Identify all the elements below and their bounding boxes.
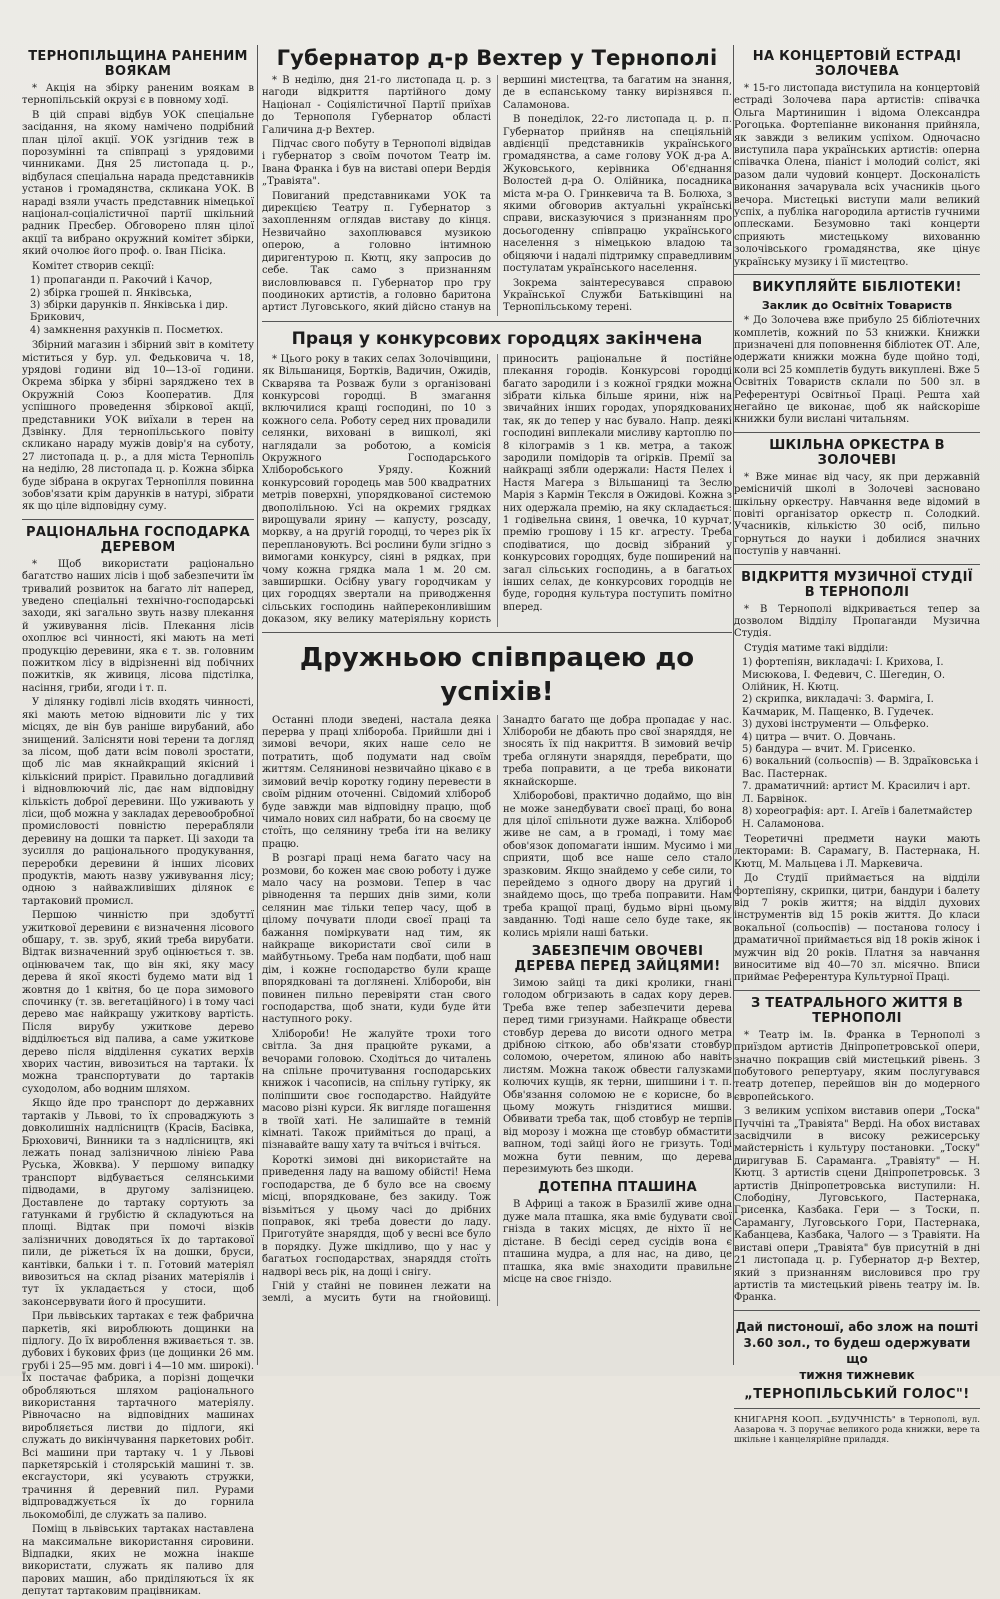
article-title: ВІДКРИТТЯ МУЗИЧНОЇ СТУДІЇ В ТЕРНОПОЛІ xyxy=(741,569,973,600)
article-title: РАЦІОНАЛЬНА ГОСПОДАРКА ДЕРЕВОМ xyxy=(26,524,250,555)
article-title: ТЕРНОПІЛЬЩИНА РАНЕНИМ ВОЯКАМ xyxy=(28,49,248,79)
column-rule-left xyxy=(257,45,258,1365)
article-paragraph: Першою чинністю при здобуттї ужиткової деревини є визначення лісового обшару, т. зв. зруб, який треба вирубати. Відтак визначенний зруб оцінюється т. зв. оцінювачем так, що він які, яку масу дерева й якої якості будемо мати від 1 жовтня до 1 квітня, бо це пора зимового спочинку (т. зв. вегетаційного) і в тому часі дерево має найкращу ужиткову вартість. Після вирубу ужиткове дерево відділюється від палива, а саме ужиткове дерево після відділення сукатих верхів хворих частин, вивозиться на тартаки. Їх можна транспортувати до тартаків суходолом, або водним шляхом. xyxy=(22,910,254,1095)
article-title: ШКІЛЬНА ОРКЕСТРА В ЗОЛОЧЕВІ xyxy=(769,437,945,468)
article-paragraph: З великим успіхом виставив опери „Тоска" Пуччіні та „Травіята" Верді. На обох виставах засвідчили в високу режисерську майстерність і культуру постановки. „Тоску" диригував Б. Сараманга. „Травіяту" — Н. Кютц. З артистів сцени Дніпропетровськ. З артистів Дніпропетровська виступили: Н. Слободіну, Луговського, Пастернака, Грисенка, Казбака. Гери — з Тоски, п. Сарамангу, Луговського Гори, Пастернака, Кабанцева, Казбака, Чалого — з Травіяти. На виставі опери „Травіята" був присутній в дні 21 листопада ц. р. Губернатор д-р Вехтер, який з признанням висловився про гру артистів та мистецький рівень театру ім. Ів. Франка. xyxy=(734,1106,980,1304)
bookstore-ad: КНИГАРНЯ КООП. „БУДУЧНІСТЬ" в Тернополі, вул. Аазарова ч. 3 поручає великого рода книжки, вере та шкільне і канцелярійне приладдя. xyxy=(734,1414,980,1445)
article-paragraph: При львівських тартаках є теж фабрична паркетів, які вироблюють дощинки на підлогу. До їх вироблення вживається т. зв. дубових і букових фриз (це дощинки 26 мм. грубі і 25—95 мм. довгі і 4—10 мм. широкі). Їх постачає фабрика, а порізні дощечки обробляються шляхом раціонального використання тартачного матеріялу. Рівночасно на відповідних машинах виробляється листви до підлоги, які служать до викінчування паркетових робіт. Всі машини при тартаку ч. 1 у Львові паркетярській і столярській машині т. зв. ексгаустори, які усувають стружки, трачиння й деревний пил. Рурами відпроваджується їх до горнила льокомобілі, де служать за паливо. xyxy=(22,1311,254,1521)
article-paragraph: Хліборобові, практично додаймо, що він не може занедбувати своєї праці, бо вона для цілої спільноти дуже важна. Хлібороб живе не сам, а в громаді, і тому має обов'язок допомагати іншим. Мусимо і ми сприяти, щоб все наше село стало зразковим. Якщо знайдемо у себе сили, то перейдемо з одного двору на другий і знайдемо щось, що треба поправити. Нам треба кращої праці, будьмо вірні цьому завданню. Тоді наше село буде таке, як колись мріяли наші батьки. xyxy=(503,791,732,939)
divider xyxy=(734,432,980,433)
article-paragraph: У ділянку годівлі лісів входять чинності, які мають метою відновити ліс у тих місцях, де він був раніше вирубаний, або знищений. Залісняти нові терени та догляд за лісом, щоб дати всім поволі зростати, щоб ліс мав якнайкращий якісний і кількісний приріст. Правильно догадливий і відновлюючий ліс, дає нам відповідну кількість доброї деревини. Що уживають у ліси, щоб можна у закладах деревообробної промисловості повністю перерабляли деревину на дошки та паркет. Ці заходи та зусилля до раціонального продукування, переробки деревини й інших лісових продуктів, мають назву уживування лісу; одною з найважливіших ділянок є тартаковий промисл. xyxy=(22,697,254,907)
article-paragraph: * Акція на збірку раненим воякам в тернопільській окрузі є в повному ходї. xyxy=(22,83,254,107)
list-item: 4) цитра — вчит. О. Довчань. xyxy=(742,731,896,743)
article-paragraph: В понеділок, 22-го листопада ц. р. п. Губернатор прийняв на спеціяльній авдієнції представників українського громадянства, а саме голову УОК д-ра А. Жуковського, керівника Об'єднання Волостей д-ра О. Олійника, посадника міста м-ра О. Гринкевича та В. Болюха, з якими обговорив актуальні українські справи, висказуючися з признанням про досьогоденну співпрацю українського населення з німецькою владою та обіцяючи і надалі підтримку справедливим постулатам українського населення. xyxy=(503,114,732,275)
article-paragraph: * В Тернополі відкривається тепер за дозволом Відділу Пропаганди Музична Студія. xyxy=(734,603,980,640)
newspaper-name: „ТЕРНОПІЛЬСЬКИЙ ГОЛОС"! xyxy=(744,1386,970,1402)
article-cooperation xyxy=(262,641,732,1306)
divider xyxy=(734,1310,980,1311)
two-column-body xyxy=(262,715,732,1306)
article-title: ДОТЕПНА ПТАШИНА xyxy=(538,1180,697,1196)
article-paragraph: * В неділю, дня 21-го листопада ц. р. з нагоди відкриття партійного дому Націонал - Соціялістичної Партії приїхав до Тернополя Губернатор області Галичина д-р Вехтер. xyxy=(262,75,491,136)
article-wood-management xyxy=(22,525,254,1599)
ad-line: Дай пистоношї, або злож на пошті xyxy=(735,1319,979,1334)
list-item: 7. драматичний: артист М. Красилич і арт. Л. Барвінок. xyxy=(742,781,971,805)
article-governor-visit xyxy=(262,45,732,316)
article-paragraph: Підчас свого побуту в Тернополі відвідав і губернатор з своїм почотом Театр ім. Івана Франка і був на виставі опери Вердія „Травіята". xyxy=(262,139,491,188)
list-item: 1) пропаганди п. Ракочий і Качор, xyxy=(30,275,213,287)
two-column-body xyxy=(262,354,732,627)
article-paragraph: Хлібороби! Не жалуйте трохи того світла. За дня працюйте руками, а вечорами головою. Сходіться до читалень на спільне прочитування господарських книжок і часописів, на спільну гутірку, як поліпшити своє господарство. Найдуйте масово різні курси. Як вигляде погашення в твоїй хаті. Не залишайте в темній кімнаті. Також прийміться до праці, а пізнавайте вашу хату та вчіться і вчіться. xyxy=(262,1028,491,1152)
sections-list xyxy=(30,275,254,337)
article-paragraph: До Студії приймається на відділи фортепіяну, скрипки, цитри, бандури і балету від 7 років життя; на відділ духових інструментів від 15 років життя. До класи вокальної (сольоспів) — постанова голосу і драматичної приймається від 18 років жінок і мужчин від 20 років. Платня за навчання виноситиме від 40—70 зл. місячно. Вписи приймає Референтура Культурної Праці. xyxy=(734,873,980,984)
divider xyxy=(262,632,732,633)
article-paragraph: * До Золочева вже прибуло 25 бібліотечних комплетів, кожний по 53 книжки. Книжки призначені для поповнення бібліотек ОТ. Але, одержати книжки можна буде щойно тоді, коли всі 25 комплетів будуть викуплені. Вже 5 Освітніх Товариств склали по 500 зл. в Референтурі Освітньої Праці. Решта хай негайно це виконає, щоб як найскоріше книжки були вислані читальням. xyxy=(734,315,980,426)
divider xyxy=(734,1408,980,1409)
list-item: 2) збірка грошей п. Янківська, xyxy=(30,287,192,299)
list-item: 5) бандура — вчит. М. Грисенко. xyxy=(742,744,916,756)
article-paragraph: Зокрема заінтересувався справою Української Служби Батьківщині на Тернопільському терені. xyxy=(503,277,732,314)
list-item: 4) замкнення рахунків п. Посметюх. xyxy=(30,324,224,336)
article-paragraph: Повиганий представниками УОК та дирекцією Театру п. Губернатор з захопленням оглядав виставу до кінця. Незвичайно захоплювався музикою оперою, а головно інтимною диригентурою п. Кютц, яку запросив до себе. Так само з признанням висловлювався п. Губернатор про гру поодиноких артистів, а головно баритона артист Луговського, який дійсно станув на вершині мистецтва, та багатим на знання, де в еспанському танку вирізнявся п. Саламонова. xyxy=(262,75,732,314)
center-columns xyxy=(262,45,732,1365)
article-paragraph: Останні плоди зведені, настала деяка перерва у праці хлібороба. Прийшли дні і зимові вечори, яких наше село не потратить, щоб подумати над своїм життям. Селянинові незвичайно цікаво є в зимовий вечір коротку годину перевести в своїм рідним оточенні. Свідомий хлібороб буде завжди мав відповідну працю, щоб чимало нових сил набрати, бо на своєму це стоїть, що селянину треба іти на велику працю. xyxy=(262,714,491,850)
ad-line: тижня тижневик xyxy=(799,1367,915,1382)
list-item: 1) фортепіян, викладачі: І. Крихова, І. Мисюкова, І. Федевич, С. Шегедин, О. Олійник, Н. Кютц. xyxy=(742,657,946,694)
article-paragraph: Студія матиме такі відділи: xyxy=(744,642,889,654)
article-concert xyxy=(734,49,980,269)
right-column xyxy=(734,45,980,1445)
article-title: ВИКУПЛЯЙТЕ БІБЛІОТЕКИ! xyxy=(752,280,962,296)
divider xyxy=(22,519,254,520)
ad-line: 3.60 зол., то будеш одержувати що xyxy=(743,1335,971,1366)
article-theatre xyxy=(734,996,980,1305)
article-school-orchestra xyxy=(734,438,980,559)
left-column xyxy=(22,45,254,1598)
divider xyxy=(734,564,980,565)
article-title: Праця у конкурсових городцях закінчена xyxy=(291,328,703,349)
list-item: 8) хореографія: арт. І. Агеїв і балетмайстер Н. Саламонова. xyxy=(742,806,973,830)
article-paragraph: Якщо йде про транспорт до державних тартаків у Львові, то їх спроваджують з довколишніх надлісництв (Красів, Басівка, Брюховичі, Винники та з надлісництв, які лежать понад залізничною лінією Рава Руська, Жовква). У першому випадку транспорт відбувається селянськими підводами, в другому залізницею. Доставлене до тартаку сортують за гатунками й грубістю й складуються на площі. Відтак при помочі візків залізничних доводяться їх до тартакової пили, де ріжеться їх на дошки, бруси, кантівки, бальки і т. п. Готовий матеріял вивозиться на склад різаних матеріялів і тут їх укладається у стоси, щоб законсервувати його й просушити. xyxy=(22,1098,254,1308)
article-paragraph: * Вже минає від часу, як при державній ремісничій школі в Золочеві засновано шкільну оркестру. Навчання веде відомий в повіті організатор оркестр п. Солодкий. Учасників, кількістю 30 осіб, пильно горнуться до науки і добилися значних поступів у навчанні. xyxy=(734,471,980,558)
article-paragraph: Комітет створив секції: xyxy=(32,260,155,272)
studio-departments-list xyxy=(742,657,980,831)
article-paragraph: Збірний магазин і збірний звіт в комітету міститься у бур. ул. Федьковича ч. 18, урядові години від 10—13-ої години. Окрема збірка у збірні заряджено тех в Окружній Союз Кооператив. Для успішного проведення збіркової акції, представники УОК виїхали в терен на Дзвінку. Для тернопільського повіту скликано нараду мужів довір'я на суботу, 27 листопада ц. р., а для міста Тернопіль на неділю, 28 листопада ц. р. Кожна збірка буде зібрана в округах Тернопілля повинна зобов'язати крім дарунків в натурі, зібрати як що ціле відповідну суму. xyxy=(22,340,254,513)
article-paragraph: Короткі зимові дні використайте на приведення ладу на вашому обійсті! Нема господарства, де б було все на своєму місці, впорядковане, без закиду. Тож візьміться у цьому часі до дрібних поправок, які треба довести до ладу. Приготуйте знаряддя, щоб у весні все було в порядку. Дуже шкідливо, що у нас у багатьох господарствах, знаряддя стоїть надворі весь рік, на дощі і снігу. xyxy=(262,1154,491,1278)
subscription-ad xyxy=(734,1319,980,1403)
list-item: 6) вокальний (сольоспів) — В. Здраїковська і Вас. Пастернак. xyxy=(742,756,979,780)
article-paragraph: Теоретичні предмети науки мають лекторами: В. Сарамагу, В. Пастернака, Н. Кютц, М. Мальцева і Л. Маркевича. xyxy=(734,833,980,870)
article-title: Дружньою співпрацею до успіхів! xyxy=(299,642,695,707)
article-title: НА КОНЦЕРТОВІЙ ЕСТРАДІ ЗОЛОЧЕВА xyxy=(752,49,962,79)
article-wounded-soldiers xyxy=(22,49,254,514)
article-music-studio xyxy=(734,570,980,985)
divider xyxy=(734,274,980,275)
divider xyxy=(734,990,980,991)
article-paragraph: Зимою зайці та дикі кролики, гнані голодом обгризають в садах кору дерев. Треба вже тепер забезпечити дерева перед тими гризунами. Найкраще обвести стовбур дерева до висоти одного метра дрібною сіткою, або обв'язати стовбур соломою, очеретом, ялиною або навіть листям. Можна також обвести галузками колючих кущів, як терни, шипшини і т. п. Обв'язання соломою не є корисне, бо в цьому можуть гніздитися мишви. Обвивати треба так, щоб стовбур не терпів від морозу і можна ще стовбур обмастити вапном, тоді зайці його не гризуть. Тоді можна бути певним, що дерева перезимують без шкоди. xyxy=(503,977,732,1176)
article-paragraph: В цій справі відбув УОК спеціальне засідання, на якому намічено подрібний план цілої акції. УОК узгіднив теж в порозумінні та співпраці з урядовими чинниками. Дня 25 листопада ц. р., відбулася спеціальна нарада представників установ і громадянства, скликана УОК. В нараді взяли участь представник німецької націонал-соціалістичної партії шкільний радник Пресбер. Обговорено плян цілої акції та вибрано окружний комітет збірки, який очолює його проф. о. Іван Пісіка. xyxy=(22,109,254,258)
list-item: 2) скрипка, викладачі: З. Фарміга, І. Качмарик, М. Пащенко, В. Гудечек. xyxy=(742,694,934,718)
list-item: 3) збірки дарунків п. Янківська і дир. Брикович, xyxy=(30,299,228,324)
article-paragraph: * Цього року в таких селах Золочівщини, як Вільшаниця, Бортків, Вадичин, Ожидів, Скварява та Розваж були з організовані конкурсові городці. В змагання включилися кращі господині, по 10 з кожного села. Роботу серед них провадили селянки, виховані в вишколі, які наглядали за роботою, а комісія Окружного Господарського Хліборобського Уряду. Кожний конкурсовий городець мав 500 квадратних метрів поверхні, упорядкованої системою двополільною. Усі на окремих грядках вирощували ярину — капусту, розсаду, моркву, а на другій городці, то через рік їх переплановують. Всі рослини були згідно з вимогами конкурсу, сіяні в рядках, при чому кожна грядка мала 1 м. 20 см. завширшки. Осібну увагу городчикам у цих городцях звертали на приводження сільських господинь найпереконливішим доказом, яку велику матеріяльну користь приносить раціональне й постійне плекання городів. Конкурсові городці багато зародили і з кожної грядки можна зібрати кілька більше ярини, ніж на звичайних інших городах, упорядкованих так, як до тепер у нас бувало. Напр. деякі господині виплекали мисливу картоплю по 8 кілограмів з 1 кв. метра, а також зародили помідорів та огірків. Премії за найкращі зябли одержали: Настя Пелех і Настя Магера з Вільшаниці та Зеслю Марія з Кармін Тексля в Ожидові. Кожна з них одержала премію, на яку складається: 1 годівельна свиня, 1 овечка, 10 курчат, премію грошову і 15 кг. агресту. Треба сподіватися, що досвід зібраний у конкурсових городцях, буде поширений на загал сільських господинь, а в багатьох інших селах, де конкурсових городців не буде, городня культура поступить помітно вперед. xyxy=(262,353,732,626)
article-title: Губернатор д-р Вехтер у Тернополі xyxy=(276,46,718,70)
article-paragraph: * Щоб використати раціонально багатство наших лісів і щоб забезпечити їм тривалий розвиток на багато літ наперед, уведено спеціальні технічно-господарські заходи, які загально звуть назву плекання й уживування лісів. Плекання лісів охоплює всі чинності, які мають на меті продукцію деревини, яка є т. зв. головним пожитком лісу в відрізненні від побічних пожитків, як живиця, лісова підстілка, насіння, гриби, ягоди і т. п. xyxy=(22,558,254,694)
article-paragraph: Гній у стайні не повинен лежати на землі, а мусить бути на гнойовищі. Занадто багато ще добра пропадає у нас. Хлібороби не дбають про свої знаряддя, не зносять їх під накриття. В зимовий вечір треба оглянути знаряддя, перебрати, що треба поправити, а це треба виконати якнайскорше. xyxy=(262,714,732,1305)
article-libraries xyxy=(734,280,980,427)
article-paragraph: В розгарі праці нема багато часу на розмови, бо кожен має свою роботу і дуже мало часу на розмови. Тепер в час рівнодення та перших днів зими, коли селянин має тільки тепер часу, щоб в цілому почувати плоди своєї праці та бажання поміркувати над тим, як найкраще використати свої сили в майбутньому. Треба нам подбати, щоб наш дім, і кожне господарство були краще впорядковані та доглянені. Хлібороби, він повинен пильно перевіряти стан свого господарства, щоб знати, куди буде йти наступного року. xyxy=(262,853,491,1026)
article-paragraph: Поміщ в львівських тартаках наставлена на максимальне використання сировини. Відпадки, яких не можна інакше використати, служать як паливо для парових машин, або приділяються їх як депутат тартаковим працівникам. xyxy=(22,1524,254,1598)
article-title: З ТЕАТРАЛЬНОГО ЖИТТЯ В ТЕРНОПОЛІ xyxy=(750,995,964,1026)
divider xyxy=(262,321,732,322)
article-title: ЗАБЕЗПЕЧІМ ОВОЧЕВІ ДЕРЕВА ПЕРЕД ЗАЙЦЯМИ! xyxy=(514,943,721,974)
two-column-body xyxy=(262,75,732,316)
article-paragraph: * Театр ім. Ів. Франка в Тернополі з приїздом артистів Дніпропетровської опери, значно покращив свій мистецький рівень. З побутового репертуару, яким послугувався театр дотепер, перейшов він до модерного європейського. xyxy=(734,1029,980,1103)
article-paragraph: В Африці а також в Бразилії живе одна дуже мала пташка, яка вміє будувати свої гнізда в таких місцях, де ніхто її не дістане. В бесіді серед сусідів вона є пташина мудра, а для нас, на диво, це пташка, яка вміє знаходити правильне місце на своє гніздо. xyxy=(503,1199,732,1285)
article-paragraph: * 15-го листопада виступила на концертовій естраді Золочева пара артистів: співачка Ольга Мартинишин і відома Олександра Рогоцька. Фортепіанне виконання прийняла, як завжди з великим успіхом. Одночасно виступила пара українських артистів: оперна співачка Олена, піаніст і молодий соліст, які разом дали чудовий концерт. Досконалість виконання зачарувала всіх учасників цього вечора. Мистецькі виступи мали великий успіх, а публіка нагородила артистів гучними оплесками. Безумовно такі концерти сприяють мистецькому вихованню золочівського громадянства, яке цінує українську музику і її мистецтво. xyxy=(734,83,980,268)
article-contest-gardens xyxy=(262,328,732,627)
list-item: 3) духові інструменти — Ольферко. xyxy=(742,719,929,731)
article-subtitle: Заклик до Освітніх Товариств xyxy=(761,299,953,313)
